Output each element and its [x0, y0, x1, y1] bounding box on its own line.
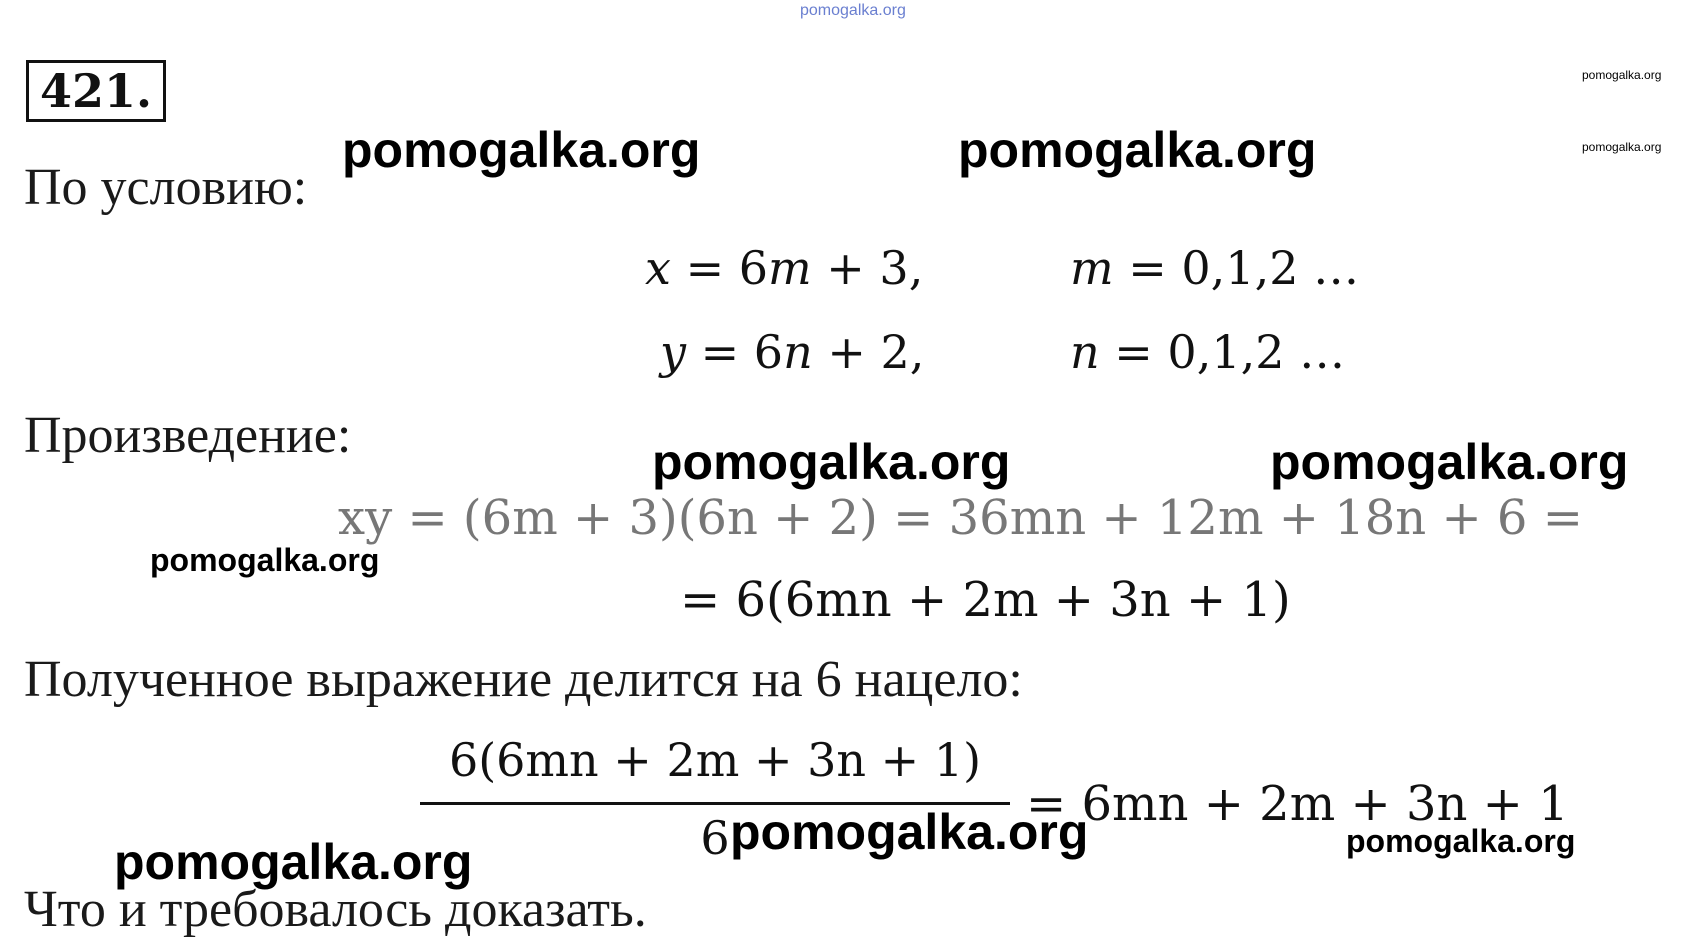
watermark-big-3: pomogalka.org — [652, 434, 1011, 490]
product-label: Произведение: — [24, 407, 352, 464]
watermark-big-4: pomogalka.org — [1270, 434, 1629, 490]
watermark-mid-1: pomogalka.org — [150, 542, 380, 578]
problem-number: 421. — [26, 60, 166, 122]
range-m: m = 0,1,2 … — [1070, 241, 1360, 295]
watermark-small-2: pomogalka.org — [1582, 140, 1662, 154]
divisible-label: Полученное выражение делится на 6 нацело: — [24, 651, 1023, 708]
product-line-1: xy = (6m + 3)(6n + 2) = 36mn + 12m + 18n + 6 = — [338, 490, 1583, 546]
watermark-big-1: pomogalka.org — [342, 122, 701, 178]
watermark-mid-2: pomogalka.org — [1346, 823, 1576, 859]
watermark-big-6: pomogalka.org — [114, 834, 473, 890]
fraction-result: = 6mn + 2m + 3n + 1 — [1026, 776, 1569, 832]
equation-y: y = 6n + 2, — [660, 325, 925, 379]
watermark-top: pomogalka.org — [800, 2, 906, 19]
range-n: n = 0,1,2 … — [1070, 325, 1346, 379]
fraction-numerator: 6(6mn + 2m + 3n + 1) — [448, 733, 982, 787]
watermark-small-1: pomogalka.org — [1582, 68, 1662, 82]
conclusion-text: Что и требовалось доказать. — [24, 881, 647, 938]
fraction-denominator: 6 — [700, 811, 730, 865]
watermark-big-5: pomogalka.org — [730, 804, 1089, 860]
condition-label: По условию: — [24, 159, 308, 216]
watermark-big-2: pomogalka.org — [958, 122, 1317, 178]
equation-x: x = 6m + 3, — [645, 241, 924, 295]
product-line-2: = 6(6mn + 2m + 3n + 1) — [680, 572, 1291, 628]
